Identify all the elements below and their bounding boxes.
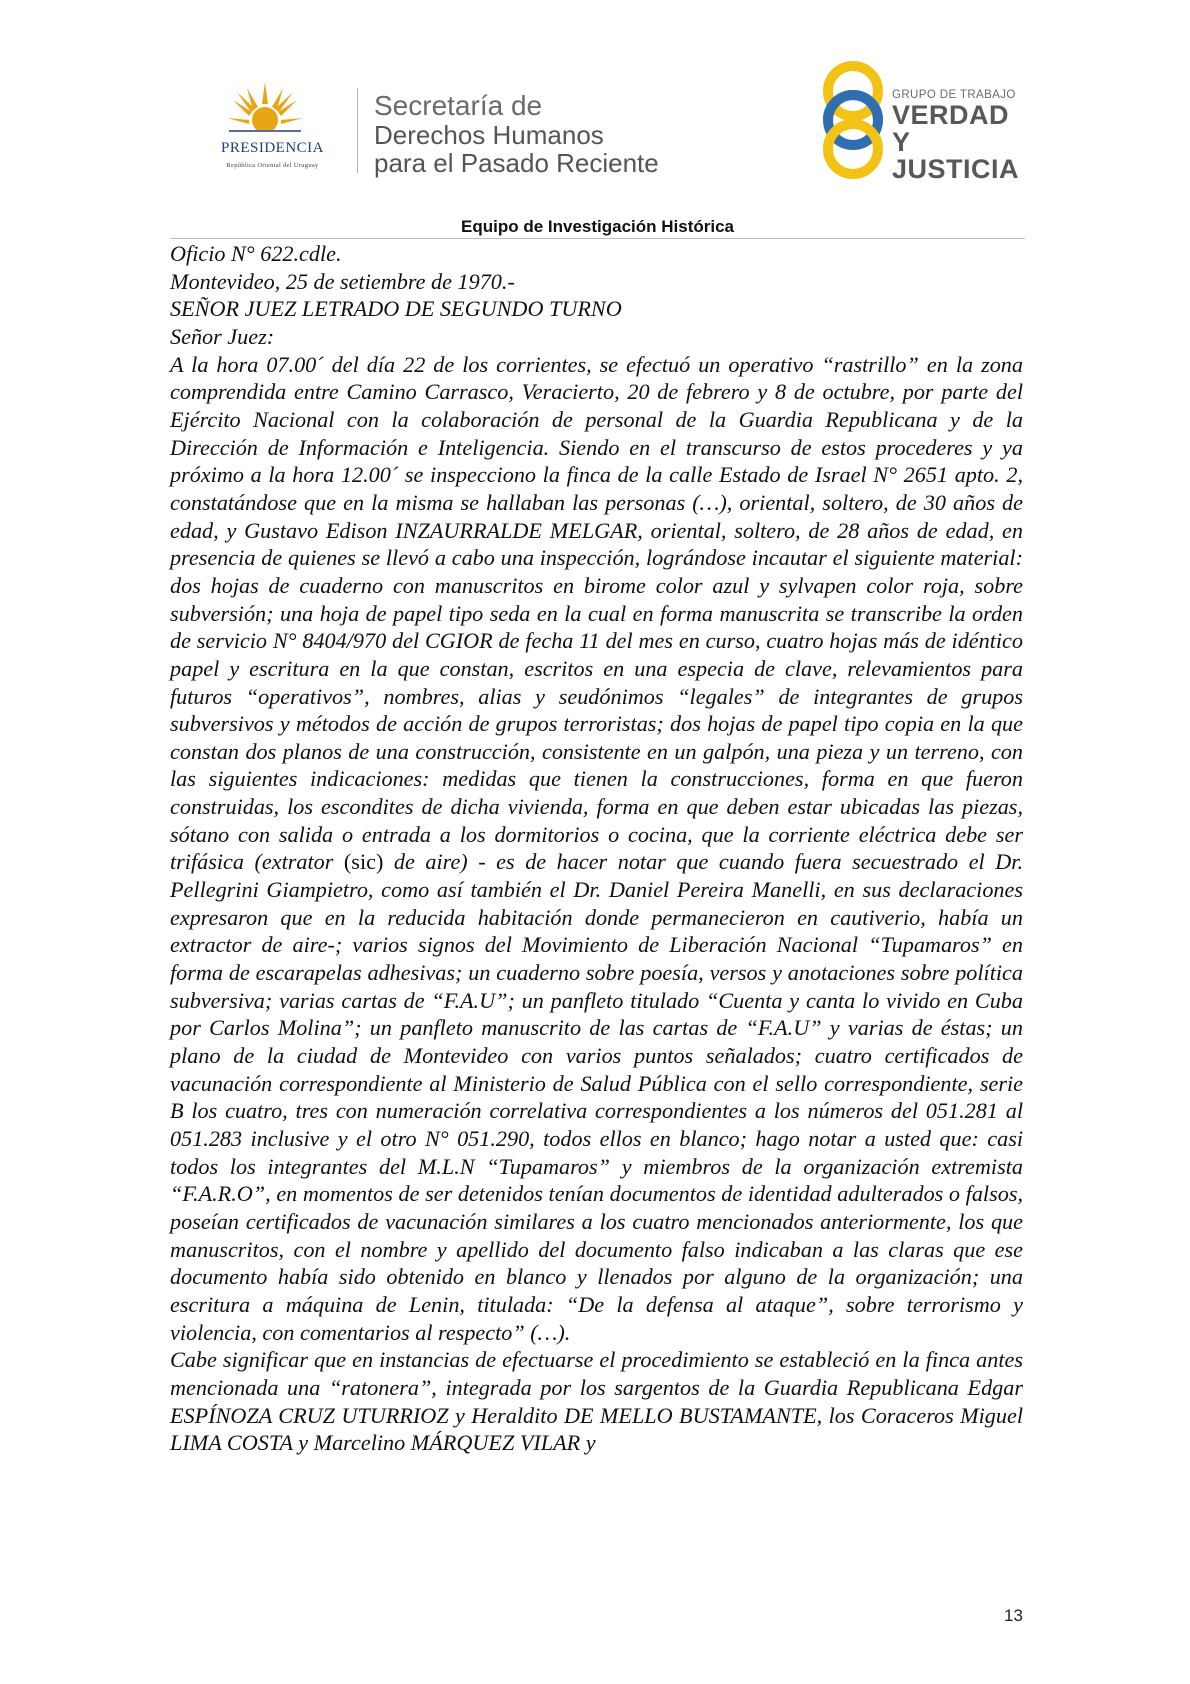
salutation: Señor Juez: [170,323,275,349]
paragraph-1-part-a: A la hora 07.00´ del día 22 de los corrientes, se efectuó un operativo “rastrillo” en la zona comprendida entre Camino Carrasco, Veracierto, 20 de febrero y 8 de octubre, por parte del Ejército Nacional con la colaboración de personal de la Guardia Republicana y de la Dirección de Información e Inteligencia. Siendo en el transcurso de estos procederes y ya próximo a la hora 12.00´ se inspecciono la finca de la calle Estado de Israel N° 2651 apto. 2, constatándose que en la misma se hallaban las personas (…), oriental, soltero, de 30 años de edad, y Gustavo Edison INZAURRALDE MELGAR, oriental, soltero, de 28 años de edad, en presencia de quienes se llevó a cabo una inspección, lográndose incautar el siguiente material: dos hojas de cuaderno con manuscritos en birome color azul y sylvapen color roja, sobre subversión; una hoja de papel tipo seda en la cual en forma manuscrita se transcribe la orden de servicio N° 8404/970 del CGIOR de fecha 11 del mes en curso, cuatro hojas más de idéntico papel y escritura en la que constan, escritos en una especia de clave, relevamientos para futuros “operativos”, nombres, alias y seudónimos “legales” de integrantes de grupos subversivos y métodos de acción de grupos terroristas; dos hojas de papel tipo copia en la que constan dos planos de una construcción, consistente en un galpón, una pieza y un terreno, con las siguientes indicaciones: medidas que tienen la construcciones, forma en que fueron construidas, los escondites de dicha vivienda, forma en que deben estar ubicadas las piezas, sótano con salida o entrada a los dormitorios o cocina, que la corriente eléctrica debe ser trifásica (extrator [170,351,1023,875]
addressee: SEÑOR JUEZ LETRADO DE SEGUNDO TURNO [170,296,622,322]
verdad-justicia-logo [818,58,1028,182]
paragraph-1 [170,351,1023,1347]
grupo-line-3: JUSTICIA [892,154,1020,184]
secretaria-line-1: Secretaría de [374,90,543,121]
grupo-line-1: GRUPO DE TRABAJO [892,89,1016,101]
verdad-justicia-text [892,88,1028,183]
oficio-number: Oficio N° 622.cdle. [170,241,342,266]
presidencia-name: PRESIDENCIA [220,140,324,156]
team-title: Equipo de Investigación Histórica [461,217,734,236]
header-rule [170,238,1025,239]
paragraph-1-part-b: de aire) - es de hacer notar que cuando fuera secuestrado el Dr. Pellegrini Giampietro, como así también el Dr. Daniel Pereira Manelli, en sus declaraciones expresaron que en la reducida habitación donde permanecieron en cautiverio, había un extractor de aire-; varios signos del Movimiento de Liberación Nacional “Tupamaros” en forma de escarapelas adhesivas; un cuaderno sobre poesía, versos y anotaciones sobre política subversiva; varias cartas de “F.A.U”; un panfleto titulado “Cuenta y canta lo vivido en Cuba por Carlos Molina”; un panfleto manuscrito de las cartas de “F.A.U” y varias de éstas; un plano de la ciudad de Montevideo con varios puntos señalados; cuatro certificados de vacunación correspondiente al Ministerio de Salud Pública con el sello correspondiente, serie B los cuatro, tres con numeración correlativa correspondientes a los números del 051.281 al 051.283 inclusive y el otro N° 051.290, todos ellos en blanco; hago notar a usted que: casi todos los integrantes del M.L.N “Tupamaros” y miembros de la organización extremista “F.A.R.O”, en momentos de ser detenidos tenían documentos de identidad adulterados o falsos, poseían certificados de vacunación similares a los cuatro mencionados anteriormente, los que manuscritos, con el nombre y apellido del documento falso indicaban a las claras que ese documento había sido obtenido en blanco y llenados por alguno de la organización; una escritura a máquina de Lenin, titulada: “De la defensa al ataque”, sobre terrorismo y violencia, con comentarios al respecto” (…). [170,849,1023,1345]
secretaria-logo-text [374,91,659,177]
sun-emblem-icon [225,80,305,138]
interlocking-rings-icon [818,58,888,182]
presidencia-subtitle: República Oriental del Uruguay [226,162,319,169]
presidencia-logo [195,80,350,180]
header-divider [357,88,358,173]
secretaria-line-3: para el Pasado Reciente [374,148,659,178]
sic-annotation: (sic) [343,849,384,875]
paragraph-2: Cabe significar que en instancias de efectuarse el procedimiento se estableció en la finca antes mencionada una “ratonera”, integrada por los sargentos de la Guardia Republicana Edgar ESPÍNOZA CRUZ UTURRIOZ y Heraldito DE MELLO BUSTAMANTE, los Coraceros Miguel LIMA COSTA y Marcelino MÁRQUEZ VILAR y [170,1347,1023,1456]
page-number: 13 [1004,1606,1023,1625]
document-body [170,240,1023,1457]
secretaria-line-2: Derechos Humanos [374,120,604,150]
document-date: Montevideo, 25 de setiembre de 1970.- [170,268,515,294]
grupo-line-2: VERDAD Y [892,100,1010,157]
